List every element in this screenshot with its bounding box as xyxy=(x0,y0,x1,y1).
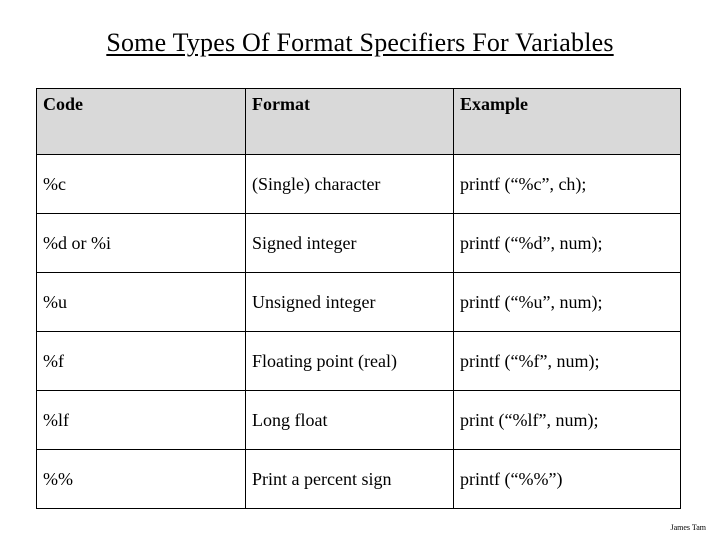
cell-format: Long float xyxy=(246,391,454,450)
cell-code: %f xyxy=(37,332,246,391)
table-row xyxy=(37,391,681,450)
column-header-code: Code xyxy=(37,89,246,155)
cell-example: print (“%lf”, num); xyxy=(454,391,681,450)
table-row xyxy=(37,214,681,273)
table-header-row xyxy=(37,89,681,155)
cell-code: %% xyxy=(37,450,246,509)
cell-format: Unsigned integer xyxy=(246,273,454,332)
table-row xyxy=(37,155,681,214)
cell-format: Signed integer xyxy=(246,214,454,273)
table-row xyxy=(37,273,681,332)
cell-code: %u xyxy=(37,273,246,332)
cell-example: printf (“%u”, num); xyxy=(454,273,681,332)
page-title: Some Types Of Format Specifiers For Variables xyxy=(106,28,614,57)
table-row xyxy=(37,332,681,391)
cell-example: printf (“%%”) xyxy=(454,450,681,509)
column-header-format: Format xyxy=(246,89,454,155)
cell-code: %lf xyxy=(37,391,246,450)
format-specifier-table xyxy=(36,88,681,509)
cell-code: %c xyxy=(37,155,246,214)
cell-example: printf (“%f”, num); xyxy=(454,332,681,391)
cell-code: %d or %i xyxy=(37,214,246,273)
cell-example: printf (“%d”, num); xyxy=(454,214,681,273)
table-row xyxy=(37,450,681,509)
footer-author: James Tam xyxy=(670,523,706,532)
cell-format: Print a percent sign xyxy=(246,450,454,509)
cell-example: printf (“%c”, ch); xyxy=(454,155,681,214)
cell-format: (Single) character xyxy=(246,155,454,214)
cell-format: Floating point (real) xyxy=(246,332,454,391)
column-header-example: Example xyxy=(454,89,681,155)
